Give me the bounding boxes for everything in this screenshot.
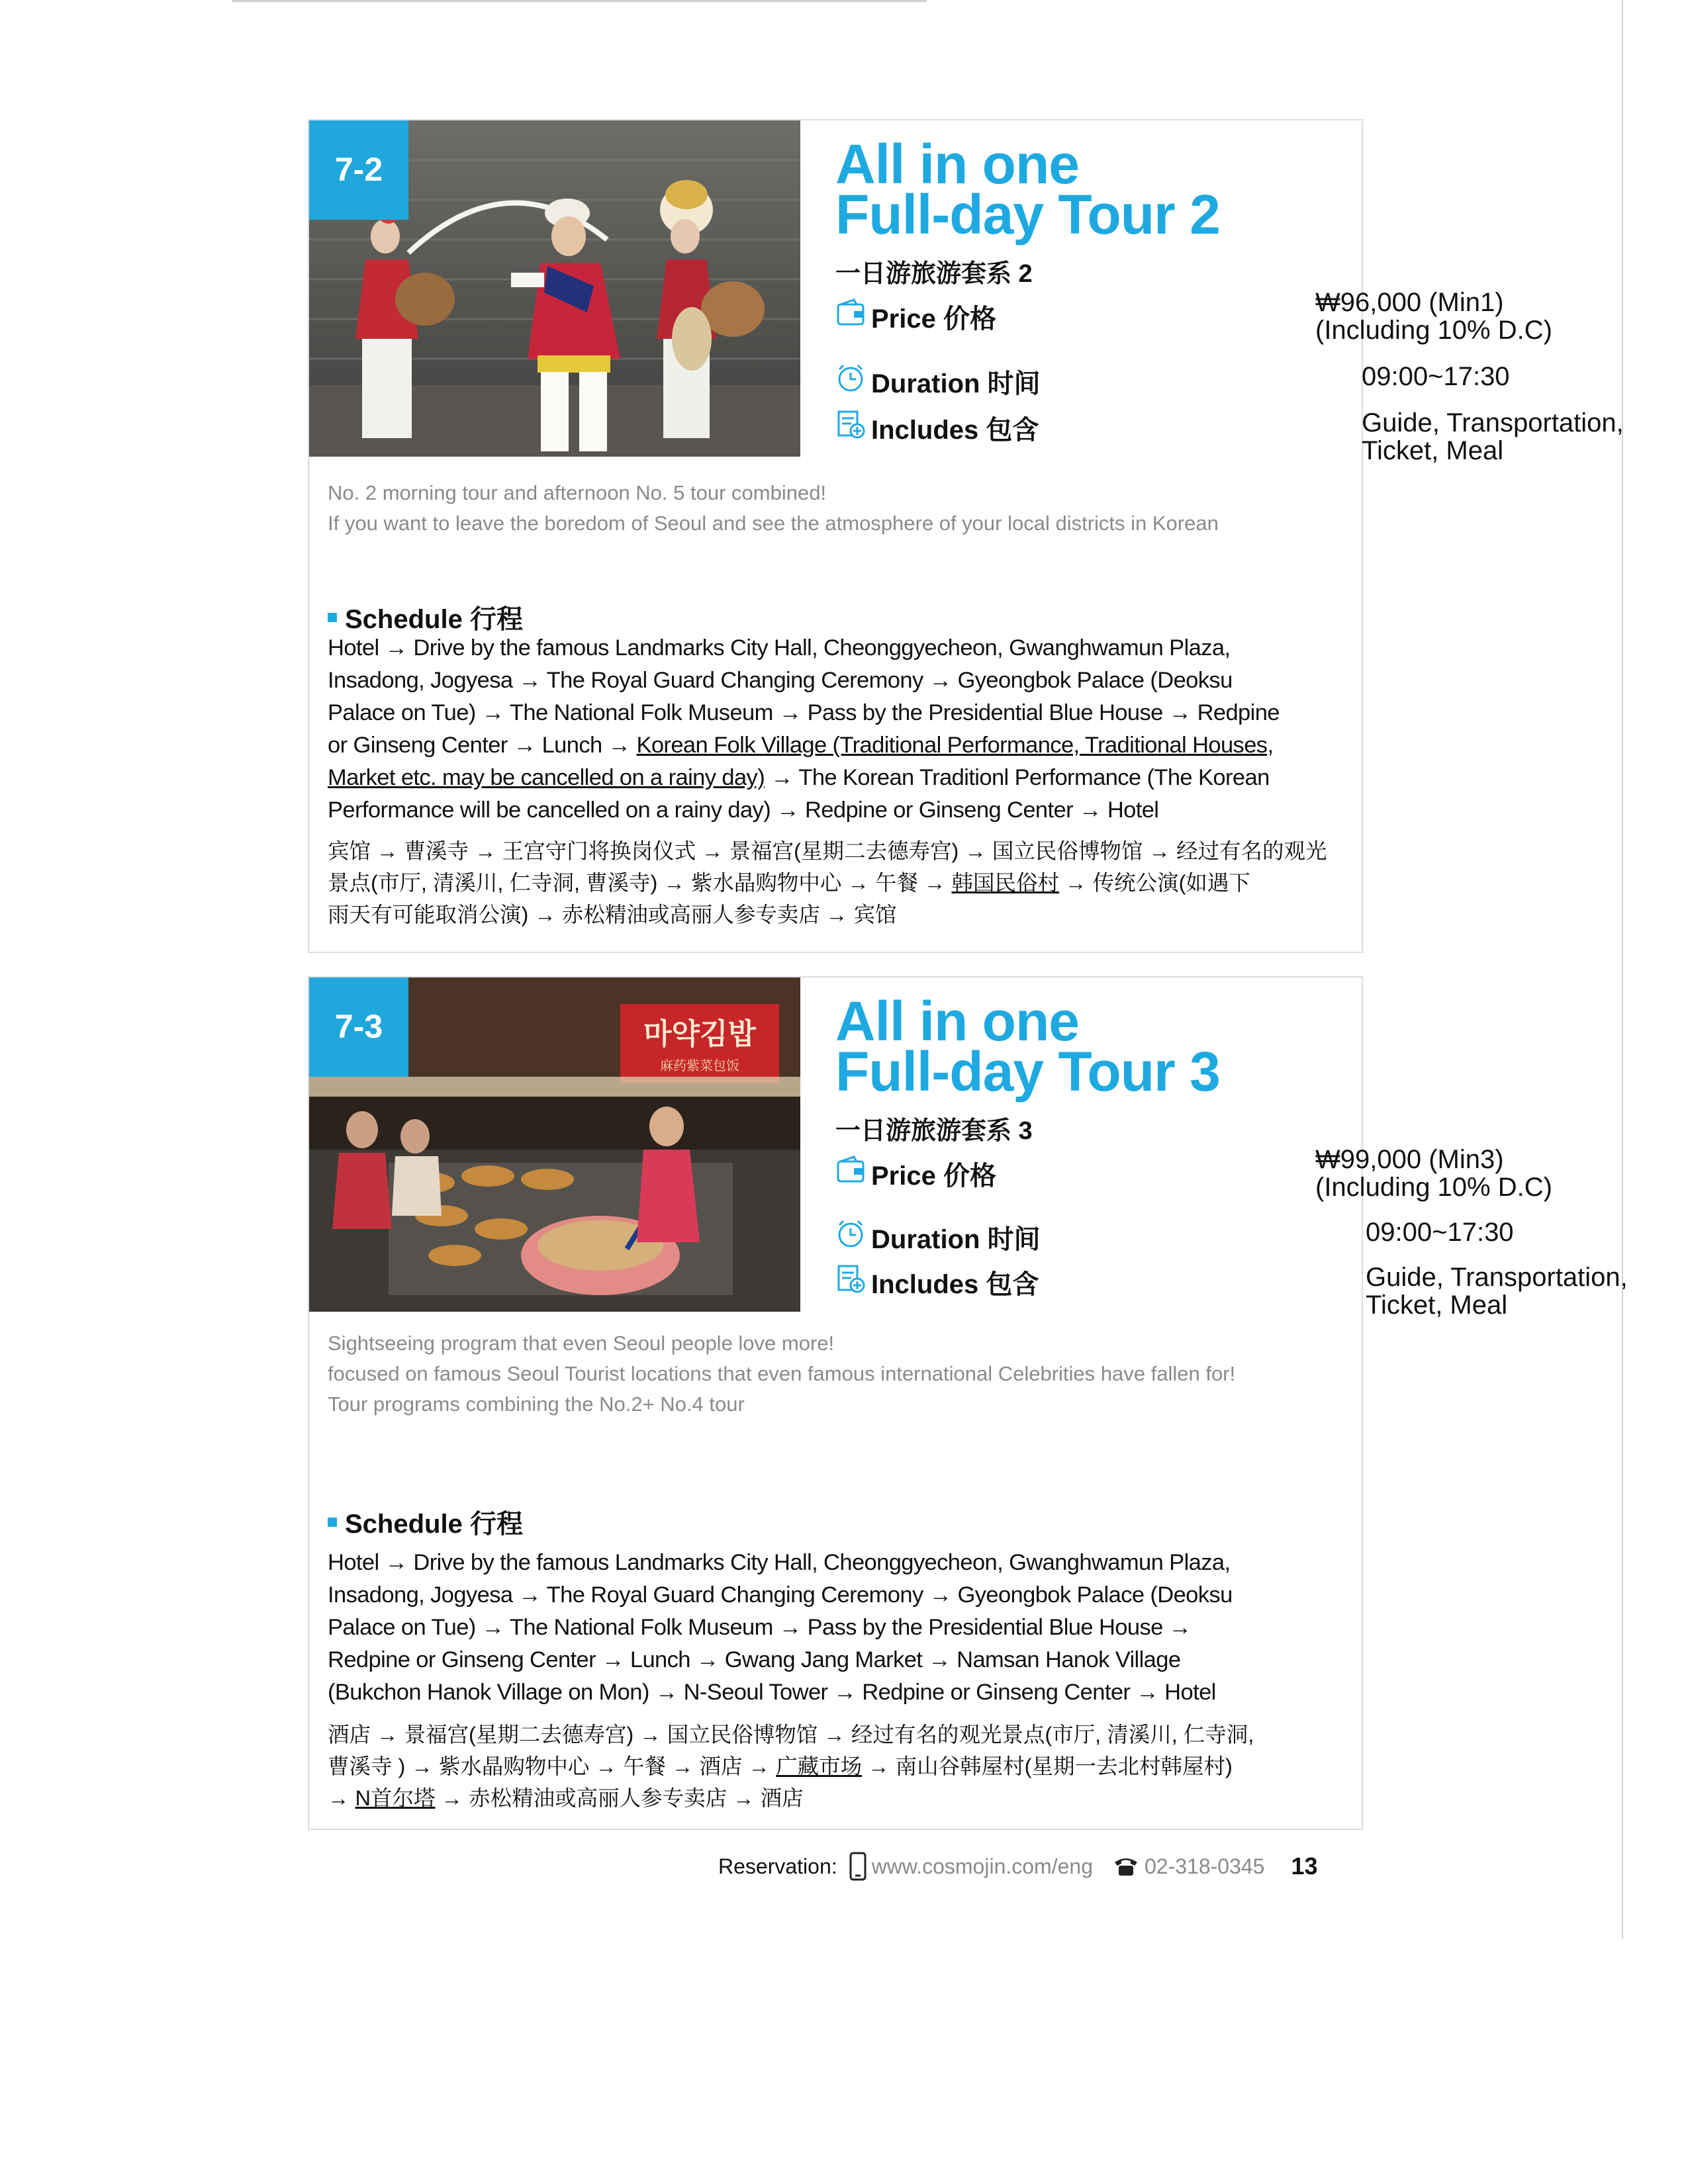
page-number: 13 bbox=[1291, 1852, 1318, 1880]
tour-title-line2: Full-day Tour 2 bbox=[835, 183, 1220, 246]
duration-value: 09:00~17:30 bbox=[1366, 1218, 1514, 1247]
includes-label: Includes 包含 bbox=[871, 416, 1039, 445]
stall-sign-korean: 마약김밥 bbox=[643, 1017, 757, 1051]
price-row bbox=[835, 1155, 996, 1193]
wallet-icon bbox=[835, 1155, 866, 1185]
includes-line1: Guide, Transportation, bbox=[1366, 1263, 1628, 1292]
scan-edge-right bbox=[1622, 0, 1623, 1939]
duration-row bbox=[835, 1218, 1041, 1256]
schedule-chinese bbox=[328, 835, 1347, 931]
wallet-icon bbox=[835, 298, 866, 328]
tour-photo-folk-dancers bbox=[309, 120, 800, 457]
schedule-line: Hotel → Drive by the famous Landmarks City Hall, Cheonggyecheon, Gwanghwamun Plaza, bbox=[328, 635, 1231, 660]
square-bullet-icon bbox=[328, 613, 337, 622]
highlighted-stop: N首尔塔 bbox=[355, 1786, 436, 1810]
schedule-english bbox=[328, 632, 1347, 827]
duration-value: 09:00~17:30 bbox=[1362, 362, 1510, 391]
description-line: Sightseeing program that even Seoul people love more! bbox=[328, 1332, 835, 1355]
schedule-text: → 南山谷韩屋村(星期一去北村韩屋村) bbox=[862, 1754, 1233, 1778]
stall-sign-chinese: 麻药紫菜包饭 bbox=[660, 1058, 739, 1073]
duration-label: Duration 时间 bbox=[871, 369, 1041, 398]
tour-photo-market bbox=[309, 978, 800, 1314]
schedule-text: → 传统公演(如遇下 bbox=[1059, 871, 1250, 895]
telephone-icon bbox=[1113, 1856, 1139, 1877]
description-line: If you want to leave the boredom of Seoul and see the atmosphere of your local districts in Korean bbox=[328, 512, 1219, 535]
highlighted-stop: 广藏市场 bbox=[776, 1754, 863, 1778]
schedule-line: Insadong, Jogyesa → The Royal Guard Changing Ceremony → Gyeongbok Palace (Deoksu bbox=[328, 1582, 1233, 1608]
schedule-heading bbox=[328, 598, 523, 636]
highlighted-stop: Market etc. may be cancelled on a rainy day) bbox=[328, 765, 765, 790]
schedule-heading-text: Schedule 行程 bbox=[345, 605, 523, 634]
schedule-line: Palace on Tue) → The National Folk Museum → Pass by the Presidential Blue House → Redpine bbox=[328, 700, 1280, 725]
includes-line2: Ticket, Meal bbox=[1362, 436, 1504, 465]
tour-card-7-2 bbox=[308, 119, 1624, 953]
includes-value bbox=[1366, 1263, 1628, 1319]
tour-title-line1: All in one bbox=[835, 133, 1079, 195]
tour-card-7-3 bbox=[308, 976, 1628, 1830]
phone-number[interactable]: 02-318-0345 bbox=[1144, 1854, 1265, 1878]
price-row bbox=[835, 298, 996, 336]
document-plus-icon bbox=[835, 1263, 866, 1294]
price-value bbox=[1315, 1146, 1552, 1201]
price-amount: ₩99,000 (Min3) bbox=[1315, 1145, 1504, 1174]
schedule-line: Redpine or Ginseng Center → Lunch → Gwang Jang Market → Namsan Hanok Village bbox=[328, 1647, 1181, 1672]
highlighted-stop: 韩国民俗村 bbox=[951, 871, 1060, 895]
schedule-heading bbox=[328, 1503, 523, 1541]
highlighted-stop: Korean Folk Village (Traditional Performance, Traditional Houses, bbox=[636, 733, 1274, 758]
reservation-label: Reservation: bbox=[718, 1854, 837, 1878]
includes-value bbox=[1362, 409, 1624, 465]
includes-line1: Guide, Transportation, bbox=[1362, 408, 1624, 437]
tour-subtitle-cn: 一日游旅游套系 3 bbox=[835, 1117, 1033, 1145]
tour-description bbox=[328, 478, 1219, 539]
scan-edge-top bbox=[232, 0, 927, 2]
tour-title bbox=[835, 990, 1220, 1103]
schedule-line bbox=[328, 729, 1347, 762]
duration-row bbox=[835, 363, 1041, 400]
schedule-line: 雨天有可能取消公演) → 赤松精油或高丽人参专卖店 → 宾馆 bbox=[328, 903, 897, 927]
square-bullet-icon bbox=[328, 1518, 337, 1527]
schedule-line: Palace on Tue) → The National Folk Museum → Pass by the Presidential Blue House → bbox=[328, 1615, 1192, 1640]
schedule-heading-text: Schedule 行程 bbox=[345, 1510, 523, 1539]
schedule-line: (Bukchon Hanok Village on Mon) → N-Seoul Tower → Redpine or Ginseng Center → Hotel bbox=[328, 1680, 1216, 1705]
alarm-clock-icon bbox=[835, 363, 866, 393]
alarm-clock-icon bbox=[835, 1218, 866, 1249]
tour-subtitle-cn: 一日游旅游套系 2 bbox=[835, 260, 1033, 288]
reservation-footer bbox=[718, 1850, 1318, 1883]
schedule-text: or Ginseng Center → Lunch → bbox=[328, 733, 637, 758]
schedule-line bbox=[328, 1782, 1347, 1814]
description-line: No. 2 morning tour and afternoon No. 5 tour combined! bbox=[328, 481, 827, 504]
schedule-line: Insadong, Jogyesa → The Royal Guard Changing Ceremony → Gyeongbok Palace (Deoksu bbox=[328, 668, 1233, 693]
schedule-line bbox=[328, 762, 1347, 794]
includes-line2: Ticket, Meal bbox=[1366, 1291, 1508, 1320]
document-plus-icon bbox=[835, 409, 866, 439]
schedule-english bbox=[328, 1547, 1347, 1709]
schedule-line: Hotel → Drive by the famous Landmarks City Hall, Cheonggyecheon, Gwanghwamun Plaza, bbox=[328, 1550, 1231, 1575]
tour-title bbox=[835, 133, 1220, 246]
schedule-line: 宾馆 → 曹溪寺 → 王宫守门将换岗仪式 → 景福宫(星期二去德寿宫) → 国立民俗博物馆 → 经过有名的观光 bbox=[328, 839, 1327, 863]
description-line: Tour programs combining the No.2+ No.4 tour bbox=[328, 1392, 745, 1416]
includes-label: Includes 包含 bbox=[871, 1270, 1039, 1299]
tour-title-line2: Full-day Tour 3 bbox=[835, 1040, 1220, 1103]
duration-label: Duration 时间 bbox=[871, 1225, 1041, 1254]
schedule-text: → 赤松精油或高丽人参专卖店 → 酒店 bbox=[435, 1786, 804, 1810]
schedule-text: 景点(市厅, 清溪川, 仁寺洞, 曹溪寺) → 紫水晶购物中心 → 午餐 → bbox=[328, 871, 952, 895]
tour-title-line1: All in one bbox=[835, 990, 1079, 1052]
tour-description bbox=[328, 1328, 1235, 1420]
price-label: Price 价格 bbox=[871, 304, 996, 334]
price-value bbox=[1315, 289, 1552, 344]
schedule-line: 酒店 → 景福宫(星期二去德寿宫) → 国立民俗博物馆 → 经过有名的观光景点(市厅, 清溪川, 仁寺洞, bbox=[328, 1723, 1254, 1747]
schedule-line: Performance will be cancelled on a rainy day) → Redpine or Ginseng Center → Hotel bbox=[328, 797, 1159, 823]
tour-number-badge: 7-2 bbox=[309, 120, 408, 220]
schedule-line bbox=[328, 867, 1347, 899]
schedule-text: → The Korean Traditionl Performance (The Korean bbox=[765, 765, 1270, 790]
description-line: focused on famous Seoul Tourist locations that even famous international Celebrities have fallen for! bbox=[328, 1362, 1236, 1385]
mobile-phone-icon bbox=[849, 1852, 867, 1881]
price-label: Price 价格 bbox=[871, 1161, 996, 1191]
includes-row bbox=[835, 1263, 1039, 1301]
includes-row bbox=[835, 409, 1039, 447]
price-note: (Including 10% D.C) bbox=[1315, 316, 1552, 345]
schedule-text: → bbox=[328, 1786, 355, 1810]
schedule-chinese bbox=[328, 1719, 1347, 1814]
tour-number-badge: 7-3 bbox=[309, 978, 408, 1077]
website-link[interactable]: www.cosmojin.com/eng bbox=[871, 1854, 1093, 1878]
price-amount: ₩96,000 (Min1) bbox=[1315, 288, 1504, 317]
price-note: (Including 10% D.C) bbox=[1315, 1173, 1552, 1202]
schedule-line bbox=[328, 1751, 1347, 1782]
schedule-text: 曹溪寺 ) → 紫水晶购物中心 → 午餐 → 酒店 → bbox=[328, 1754, 776, 1778]
